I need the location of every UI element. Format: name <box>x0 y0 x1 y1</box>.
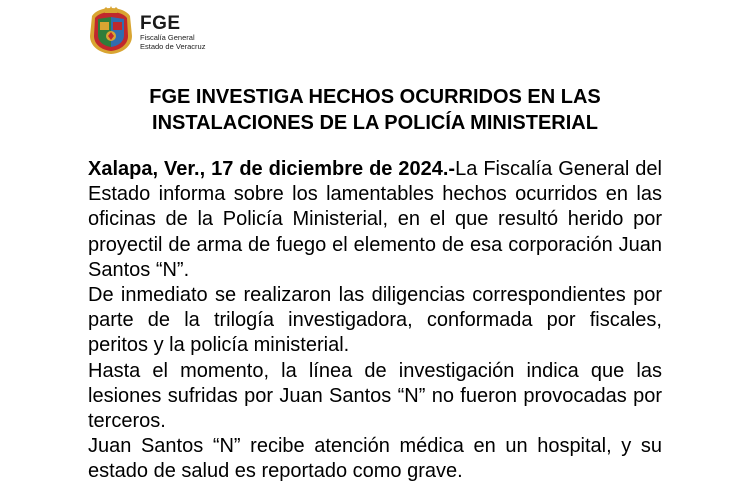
brand-block <box>140 14 205 51</box>
veracruz-coat-of-arms-icon <box>86 6 136 56</box>
brand-line-2: Estado de Veracruz <box>140 42 206 51</box>
paragraph-2: De inmediato se realizaron las diligencias correspondientes por parte de la trilogía investigadora, conformada por fiscales, peritos y la policía ministerial. <box>88 284 662 357</box>
paragraph-4: Juan Santos “N” recibe atención médica en un hospital, y su estado de salud es reportado como grave. <box>88 435 662 483</box>
press-release-body <box>88 157 662 485</box>
fge-logo <box>86 6 206 56</box>
dateline: Xalapa, Ver., 17 de diciembre de 2024.- <box>88 158 456 180</box>
paragraph-1 <box>88 157 662 283</box>
paragraph-3: Hasta el momento, la línea de investigación indica que las lesiones sufridas por Juan Santos “N” no fueron provocadas por terceros. <box>88 359 662 433</box>
brand-name: FGE <box>140 13 181 34</box>
headline-line-1: FGE INVESTIGA HECHOS OCURRIDOS EN LAS <box>149 86 601 108</box>
press-release-headline <box>88 84 662 136</box>
headline-line-2: INSTALACIONES DE LA POLICÍA MINISTERIAL <box>152 112 598 134</box>
brand-line-1: Fiscalía General <box>140 33 195 42</box>
paragraph-1-text: La Fiscalía General del Estado informa sobre los lamentables hechos ocurridos en las oficinas de la Policía Ministerial, en el que resultó herido por proyectil de arma de fuego el elemento de esa corporación Juan Santos “N”. <box>88 158 662 281</box>
